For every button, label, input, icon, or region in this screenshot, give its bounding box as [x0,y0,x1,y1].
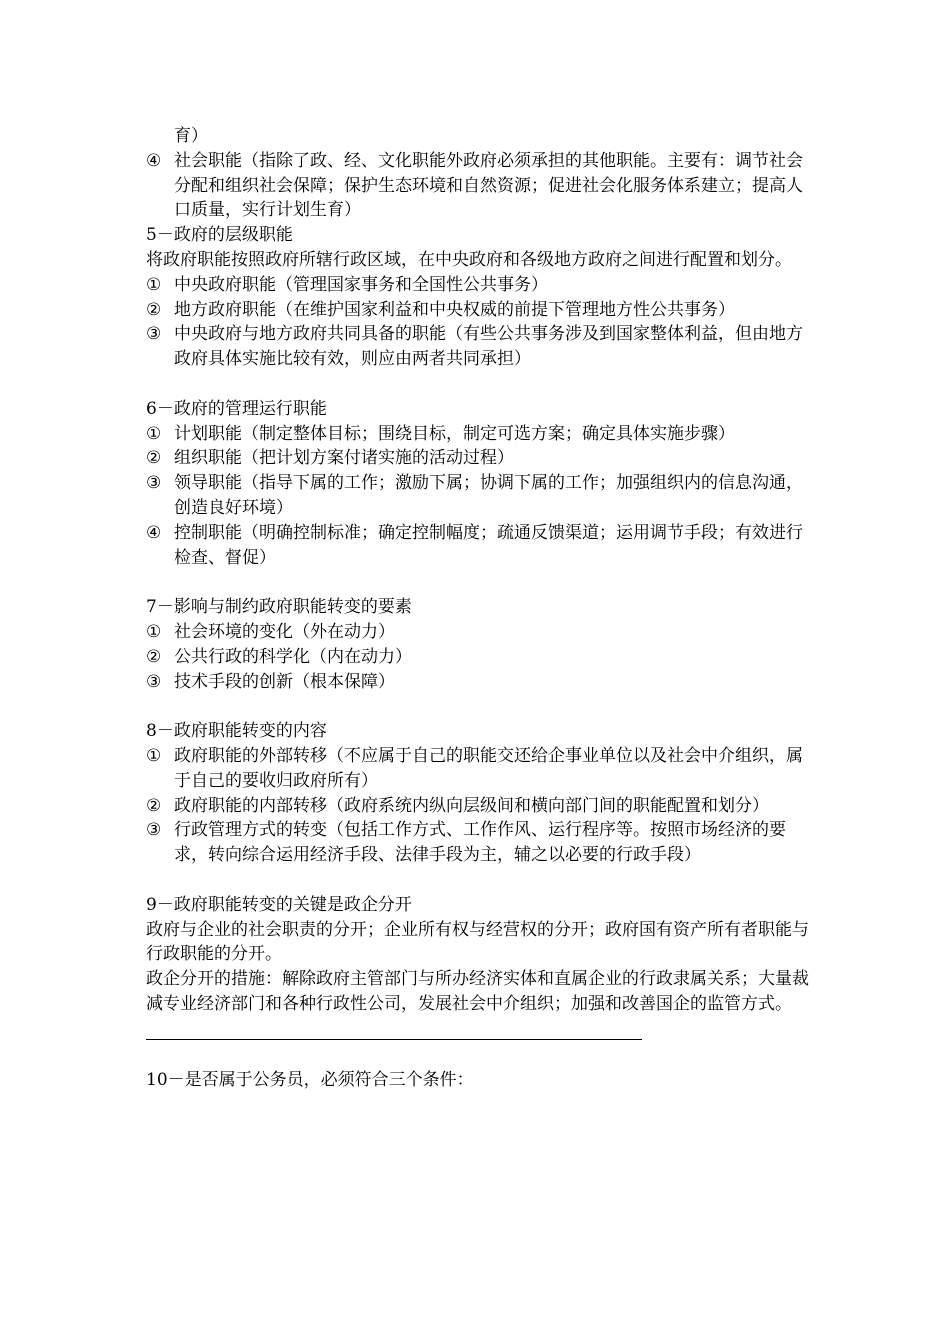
list-item [146,794,810,819]
item-number: ③ [146,324,162,345]
list-item [146,620,810,645]
item-text: 政府职能的内部转移（政府系统内纵向层级间和横向部门间的职能配置和划分） [174,795,769,816]
section-heading-5: 5－政府的层级职能 [146,225,293,246]
blank-line [146,570,810,595]
section-5-paragraph: 将政府职能按照政府所辖行政区域，在中央政府和各级地方政府之间进行配置和划分。 [146,249,792,270]
item-number: ① [146,423,162,444]
item-number: ④ [146,522,162,543]
item-number: ③ [146,671,162,692]
item-text: 公共行政的科学化（内在动力） [174,646,412,667]
blank-line [146,694,810,719]
horizontal-rule [146,1039,642,1040]
item-text: 中央政府与地方政府共同具备的职能（有些公共事务涉及到国家整体利益，但由地方政府具体实施比较有效，则应由两者共同承担） [174,324,803,370]
item-text: 组织职能（把计划方案付诸实施的活动过程） [174,448,514,469]
section-9-paragraph-1: 政府与企业的社会职责的分开；企业所有权与经营权的分开；政府国有资产所有者职能与行政职能的分开。 [146,919,809,965]
section-9-paragraph-2: 政企分开的措施：解除政府主管部门与所办经济实体和直属企业的行政隶属关系；大量裁减专业经济部门和各种行政性公司，发展社会中介组织；加强和改善国企的监管方式。 [146,969,809,1014]
item-number: ① [146,745,162,766]
list-item [146,273,810,298]
blank-line [146,868,810,893]
list-item [146,322,810,372]
item-number: ① [146,621,162,642]
list-item [146,744,810,794]
item-number: ② [146,646,162,667]
list-item [146,521,810,571]
item-number: ① [146,274,162,295]
blank-line [146,372,810,397]
list-item [146,645,810,670]
item-text: 地方政府职能（在维护国家利益和中央权威的前提下管理地方性公共事务） [174,299,735,320]
section-heading-8: 8－政府职能转变的内容 [146,721,327,742]
item-number: ② [146,448,162,469]
item-text: 社会环境的变化（外在动力） [174,621,395,642]
item-number: ③ [146,473,162,494]
continuation-text: 育） [174,126,208,146]
list-item [146,422,810,447]
item-number: ② [146,795,162,816]
section-heading-9: 9－政府职能转变的关键是政企分开 [146,894,412,915]
item-text: 中央政府职能（管理国家事务和全国性公共事务） [174,274,548,295]
section-heading-10: 10－是否属于公务员，必须符合三个条件： [146,1069,474,1090]
item-number: ④ [146,150,162,171]
list-item [146,446,810,471]
section-heading-7: 7－影响与制约政府职能转变的要素 [146,597,412,618]
item-text: 政府职能的外部转移（不应属于自己的职能交还给企事业单位以及社会中介组织，属于自己的要收归政府所有） [174,745,803,791]
item-number: ② [146,299,162,320]
list-item [146,298,810,323]
list-item [146,149,810,223]
item-number: ③ [146,820,162,841]
item-text: 社会职能（指除了政、经、文化职能外政府必须承担的其他职能。主要有：调节社会分配和组织社会保障；保护生态环境和自然资源；促进社会化服务体系建立；提高人口质量，实行计划生育） [174,150,803,221]
list-item [146,670,810,695]
list-item [146,471,810,521]
document-body [146,124,810,1092]
item-text: 计划职能（制定整体目标；围绕目标，制定可选方案；确定具体实施步骤） [174,423,735,444]
item-text: 控制职能（明确控制标准；确定控制幅度；疏通反馈渠道；运用调节手段；有效进行检查、督促） [174,522,803,568]
item-text: 领导职能（指导下属的工作；激励下属；协调下属的工作；加强组织内的信息沟通，创造良好环境） [174,473,803,518]
item-text: 行政管理方式的转变（包括工作方式、工作作风、运行程序等。按照市场经济的要求，转向综合运用经济手段、法律手段为主，辅之以必要的行政手段） [174,820,786,866]
list-item [146,818,810,868]
item-text: 技术手段的创新（根本保障） [174,671,395,692]
section-heading-6: 6－政府的管理运行职能 [146,398,327,419]
